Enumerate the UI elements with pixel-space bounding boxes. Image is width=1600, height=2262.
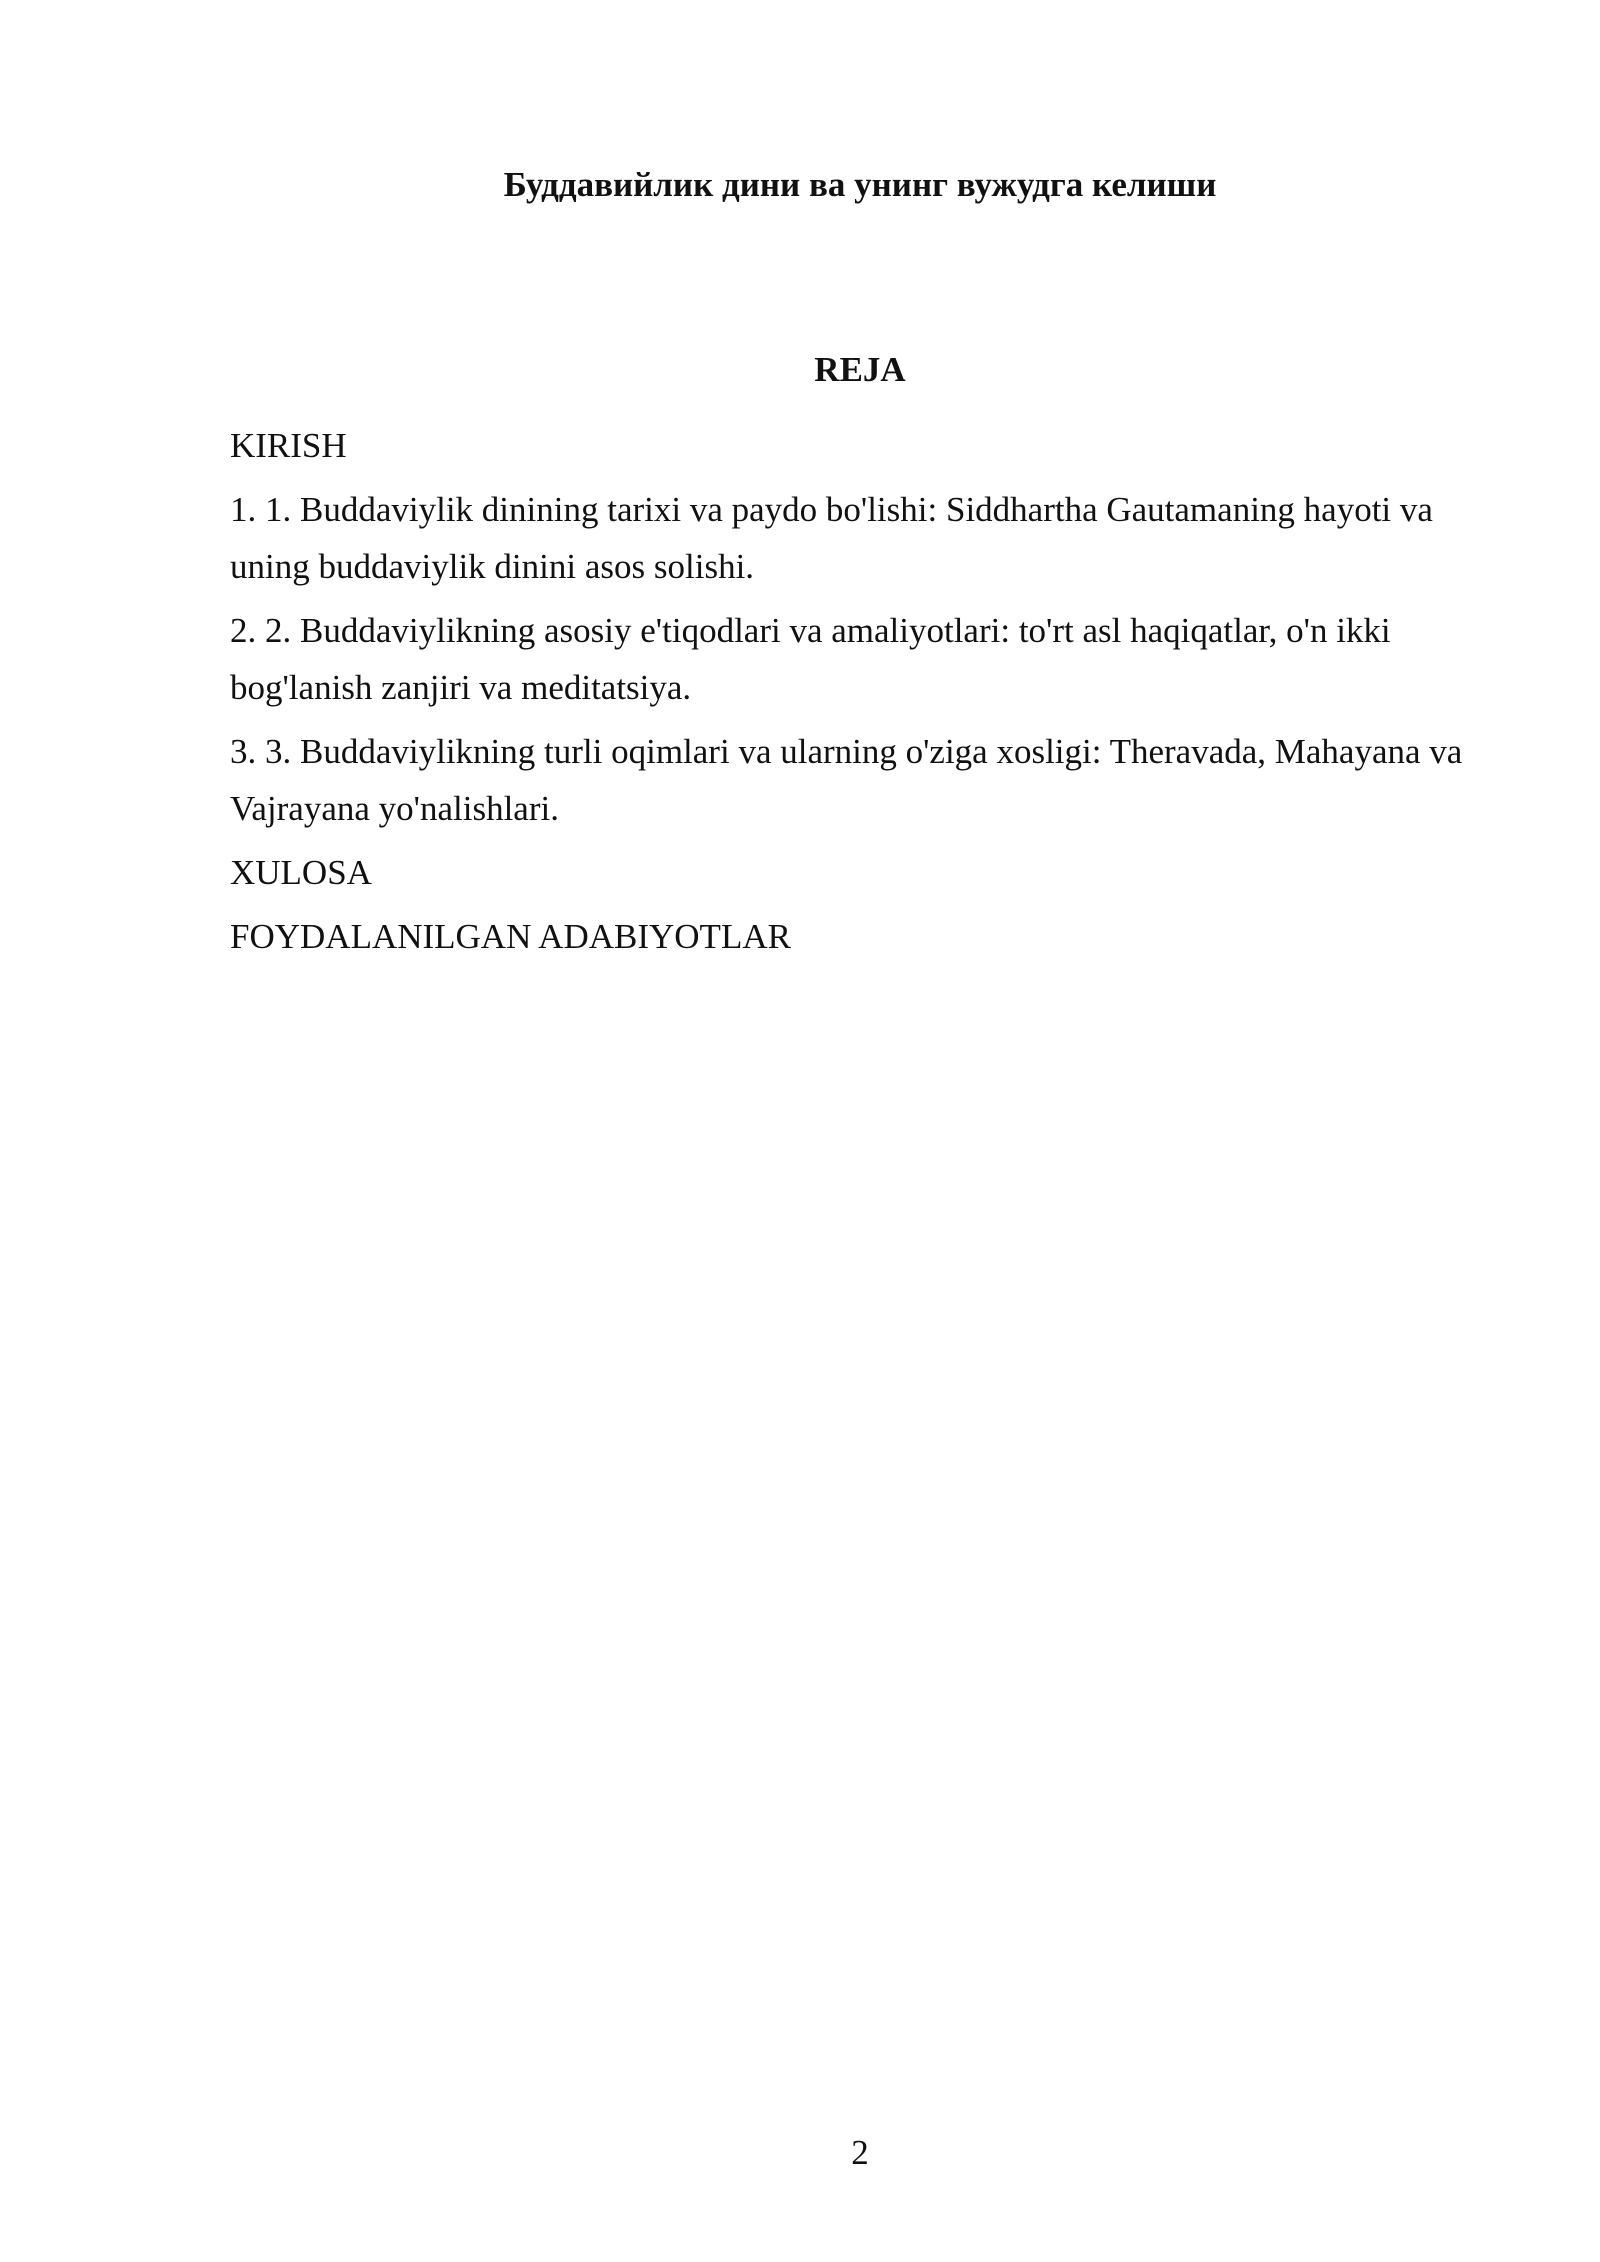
plan-item-1: 1. 1. Buddaviylik dinining tarixi va paydo bo'lishi: Siddhartha Gautamaning hayoti va uning buddaviylik dinini asos solishi. <box>230 490 1433 586</box>
plan-item-conclusion: XULOSA <box>230 853 372 892</box>
plan-list <box>230 417 1490 972</box>
plan-item-2: 2. 2. Buddaviylikning asosiy e'tiqodlari va amaliyotlari: to'rt asl haqiqatlar, o'n ikki bog'lanish zanjiri va meditatsiya. <box>230 611 1391 707</box>
document-title: Буддавийлик дини ва унинг вужудга келиши <box>503 165 1217 204</box>
plan-heading: REJA <box>814 350 906 389</box>
plan-item-3: 3. 3. Buddaviylikning turli oqimlari va ularning o'ziga xosligi: Theravada, Mahayana va Vajrayana yo'nalishlari. <box>230 732 1463 828</box>
page-number: 2 <box>851 2133 869 2172</box>
plan-item-introduction: KIRISH <box>230 426 347 465</box>
plan-item-references: FOYDALANILGAN ADABIYOTLAR <box>230 917 791 956</box>
